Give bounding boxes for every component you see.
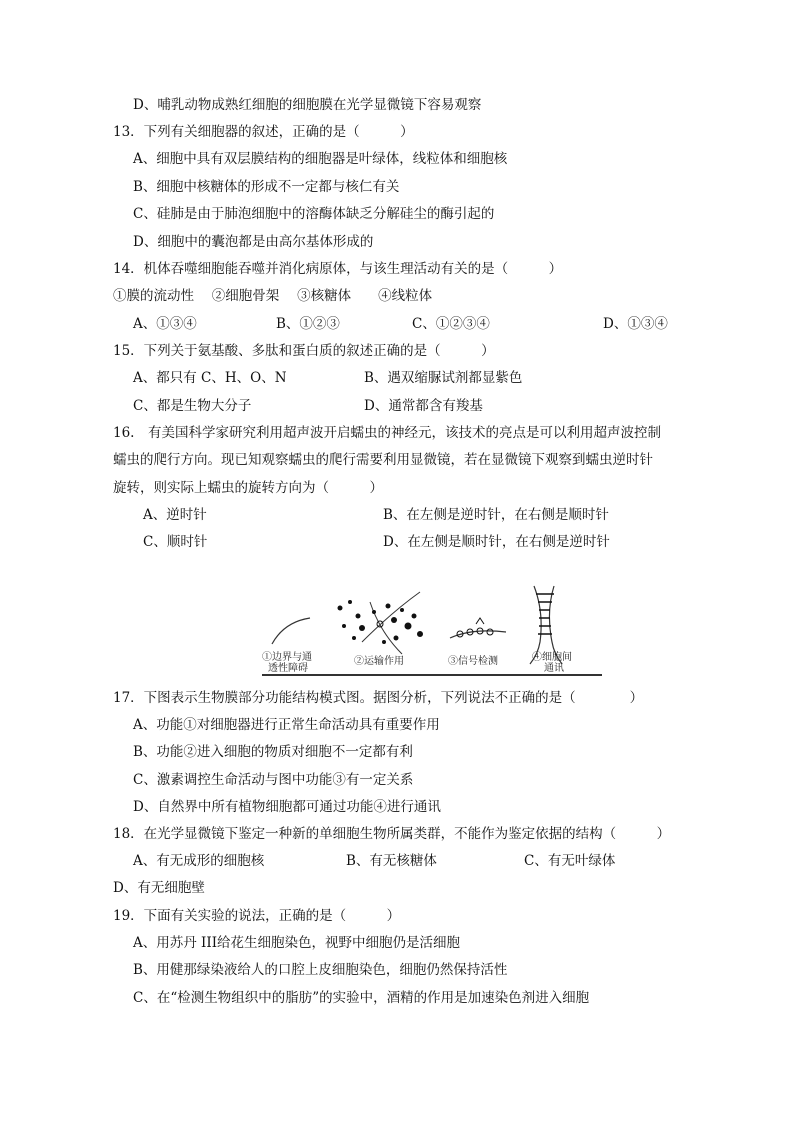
q14-items: ①膜的流动性 ②细胞骨架 ③核糖体 ④线粒体 — [113, 288, 433, 304]
q18-option-d: D、有无细胞壁 — [113, 880, 205, 896]
q17-option-b: B、功能②进入细胞的物质对细胞不一定都有利 — [133, 744, 413, 760]
q12-option-d: D、哺乳动物成熟红细胞的细胞膜在光学显微镜下容易观察 — [133, 97, 482, 113]
q16-stem-line3: 旋转，则实际上蠕虫的旋转方向为（ ） — [113, 480, 383, 496]
q18-option-a: A、有无成形的细胞核 — [133, 853, 265, 869]
signal-detection-shape — [450, 618, 506, 638]
caption-4-line1: ④细胞间 — [532, 652, 572, 663]
q18-option-b: B、有无核糖体 — [346, 853, 437, 869]
q13-option-b: B、细胞中核糖体的形成不一定都与核仁有关 — [133, 179, 400, 195]
q17-stem: 17．下图表示生物膜部分功能结构模式图。据图分析，下列说法不正确的是（ ） — [113, 690, 644, 706]
caption-1-line1: ①边界与通 — [262, 652, 312, 663]
caption-1-line2: 透性障碍 — [268, 663, 308, 674]
q16-option-c: C、顺时针 — [143, 534, 208, 550]
q17-option-c: C、激素调控生命活动与图中功能③有一定关系 — [133, 772, 414, 788]
q14-option-b: B、①②③ — [276, 316, 340, 332]
q13-stem: 13．下列有关细胞器的叙述，正确的是（ ） — [113, 124, 414, 140]
q15-stem: 15．下列关于氨基酸、多肽和蛋白质的叙述正确的是（ ） — [113, 343, 495, 359]
q15-option-d: D、通常都含有羧基 — [364, 398, 483, 414]
caption-2: ②运输作用 — [354, 656, 404, 667]
q17-option-d: D、自然界中所有植物细胞都可通过功能④进行通讯 — [133, 799, 441, 815]
q16-stem-line1: 16. 有美国科学家研究利用超声波开启蠕虫的神经元，该技术的亮点是可以利用超声波控制 — [113, 425, 661, 441]
q15-option-c: C、都是生物大分子 — [133, 398, 252, 414]
q14-stem: 14．机体吞噬细胞能吞噬并消化病原体，与该生理活动有关的是（ ） — [113, 261, 563, 277]
caption-4-line2: 通讯 — [544, 663, 564, 674]
caption-3: ③信号检测 — [448, 656, 498, 667]
transport-shape — [338, 592, 424, 654]
q19-option-a: A、用苏丹 III给花生细胞染色，视野中细胞仍是活细胞 — [133, 935, 461, 951]
q14-option-d: D、①③④ — [603, 316, 668, 332]
q17-option-a: A、功能①对细胞器进行正常生命活动具有重要作用 — [133, 717, 440, 733]
q15-option-a: A、都只有 C、H、O、N — [133, 370, 287, 386]
q16-option-b: B、在左侧是逆时针，在右侧是顺时针 — [383, 507, 609, 523]
q16-option-d: D、在左侧是顺时针，在右侧是逆时针 — [383, 534, 610, 550]
membrane-function-figure — [262, 582, 602, 676]
q13-option-c: C、硅肺是由于肺泡细胞中的溶酶体缺乏分解硅尘的酶引起的 — [133, 206, 495, 222]
q19-option-b: B、用健那绿染液给人的口腔上皮细胞染色，细胞仍然保持活性 — [133, 962, 508, 978]
q18-option-c: C、有无叶绿体 — [524, 853, 616, 869]
q13-option-d: D、细胞中的囊泡都是由高尔基体形成的 — [133, 234, 374, 250]
q16-option-a: A、逆时针 — [143, 507, 207, 523]
q13-option-a: A、细胞中具有双层膜结构的细胞器是叶绿体，线粒体和细胞核 — [133, 151, 508, 167]
q18-stem: 18．在光学显微镜下鉴定一种新的单细胞生物所属类群，不能作为鉴定依据的结构（ ） — [113, 826, 671, 842]
q14-option-a: A、①③④ — [133, 316, 197, 332]
q15-option-b: B、遇双缩脲试剂都显紫色 — [364, 370, 523, 386]
q19-stem: 19．下面有关实验的说法，正确的是（ ） — [113, 908, 401, 924]
q14-option-c: C、①②③④ — [412, 316, 490, 332]
q16-stem-line2: 蠕虫的爬行方向。现已知观察蠕虫的爬行需要利用显微镜，若在显微镜下观察到蠕虫逆时针 — [113, 452, 653, 468]
q19-option-c: C、在“检测生物组织中的脂肪”的实验中，酒精的作用是加速染色剂进入细胞 — [133, 990, 590, 1006]
boundary-membrane-shape — [272, 618, 310, 644]
